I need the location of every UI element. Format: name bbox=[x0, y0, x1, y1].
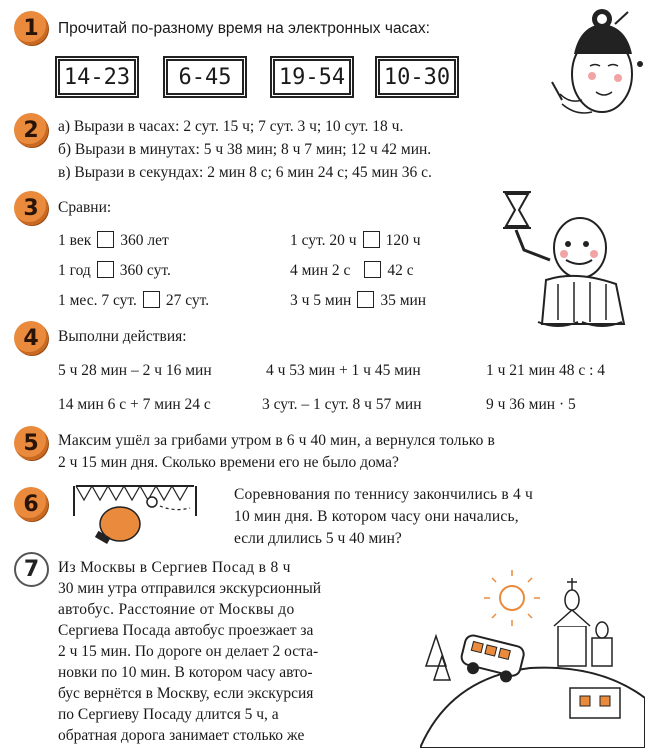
compare-row-2-right: 4 мин 2 с 42 с bbox=[290, 262, 414, 279]
task-4-title: Выполни действия: bbox=[58, 328, 187, 345]
expr-1: 5 ч 28 мин – 2 ч 16 мин bbox=[58, 362, 212, 379]
clock-4: 10-30 bbox=[378, 59, 456, 95]
task-3-badge: 3 bbox=[14, 191, 48, 225]
task-7-line-3: автобус. Расстояние от Москвы до bbox=[58, 601, 295, 618]
compare-row-2-left: 1 год 360 сут. bbox=[58, 262, 171, 279]
compare-row-3-left: 1 мес. 7 сут. 27 сут. bbox=[58, 292, 210, 309]
task-5-badge: 5 bbox=[14, 426, 48, 460]
task-7-line-1: Из Москвы в Сергиев Посад в 8 ч bbox=[58, 559, 291, 576]
task-7-line-9: обратная дорога занимает столько же bbox=[58, 727, 305, 744]
clock-2: 6-45 bbox=[166, 59, 244, 95]
task-6-badge: 6 bbox=[14, 487, 48, 521]
task-7-line-7: бус вернётся в Москву, если экскурсия bbox=[58, 685, 314, 702]
compare-box[interactable] bbox=[364, 261, 381, 278]
compare-box[interactable] bbox=[97, 261, 114, 278]
task-7-line-5: 2 ч 15 мин. По дороге он делает 2 оста- bbox=[58, 643, 319, 660]
expr-3: 1 ч 21 мин 48 с : 4 bbox=[486, 362, 606, 379]
clock-3: 19-54 bbox=[273, 59, 351, 95]
bus-and-church-illustration bbox=[420, 568, 645, 748]
compare-row-1-right: 1 сут. 20 ч 120 ч bbox=[290, 232, 421, 249]
expr-4: 14 мин 6 с + 7 мин 24 с bbox=[58, 396, 211, 413]
task-7-line-4: Сергиева Посада автобус проезжает за bbox=[58, 622, 314, 639]
expr-5: 3 сут. – 1 сут. 8 ч 57 мин bbox=[262, 396, 422, 413]
man-with-hourglass-illustration bbox=[498, 184, 638, 334]
compare-box[interactable] bbox=[97, 231, 114, 248]
task-2-badge: 2 bbox=[14, 113, 48, 147]
task-2-line-a: а) Вырази в часах: 2 сут. 15 ч; 7 сут. 3 ч; 10 сут. 18 ч. bbox=[58, 118, 404, 135]
task-3-title: Сравни: bbox=[58, 199, 112, 216]
compare-box[interactable] bbox=[143, 291, 160, 308]
expr-2: 4 ч 53 мин + 1 ч 45 мин bbox=[266, 362, 421, 379]
clock-1: 14-23 bbox=[58, 59, 136, 95]
task-2-line-c: в) Вырази в секундах: 2 мин 8 с; 6 мин 24 с; 45 мин 36 с. bbox=[58, 164, 432, 181]
task-6-line-3: если длились 5 ч 40 мин? bbox=[234, 530, 402, 547]
compare-box[interactable] bbox=[357, 291, 374, 308]
task-7-badge: 7 bbox=[14, 552, 49, 587]
task-5-line-1: Максим ушёл за грибами утром в 6 ч 40 мин, а вернулся только в bbox=[58, 432, 495, 449]
task-7-line-8: по Сергиеву Посаду длится 5 ч, а bbox=[58, 706, 279, 723]
compare-box[interactable] bbox=[363, 231, 380, 248]
compare-row-3-right: 3 ч 5 мин 35 мин bbox=[290, 292, 427, 309]
expr-6: 9 ч 36 мин · 5 bbox=[486, 396, 576, 413]
tennis-illustration bbox=[70, 476, 200, 550]
character-head-illustration bbox=[540, 4, 645, 122]
task-6-line-1: Соревнования по теннису закончились в 4 ч bbox=[234, 486, 533, 503]
task-1-badge: 1 bbox=[14, 11, 48, 45]
compare-row-1-left: 1 век 360 лет bbox=[58, 232, 169, 249]
task-7-line-6: новки по 10 мин. В котором часу авто- bbox=[58, 664, 313, 681]
task-7-line-2: 30 мин утра отправился экскурсионный bbox=[58, 580, 322, 597]
task-4-badge: 4 bbox=[14, 321, 48, 355]
task-1-text: Прочитай по-разному время на электронных часах: bbox=[58, 20, 430, 37]
task-6-line-2: 10 мин дня. В котором часу они начались, bbox=[234, 508, 519, 525]
task-2-line-b: б) Вырази в минутах: 5 ч 38 мин; 8 ч 7 мин; 12 ч 42 мин. bbox=[58, 141, 432, 158]
task-5-line-2: 2 ч 15 мин дня. Сколько времени его не было дома? bbox=[58, 454, 399, 471]
